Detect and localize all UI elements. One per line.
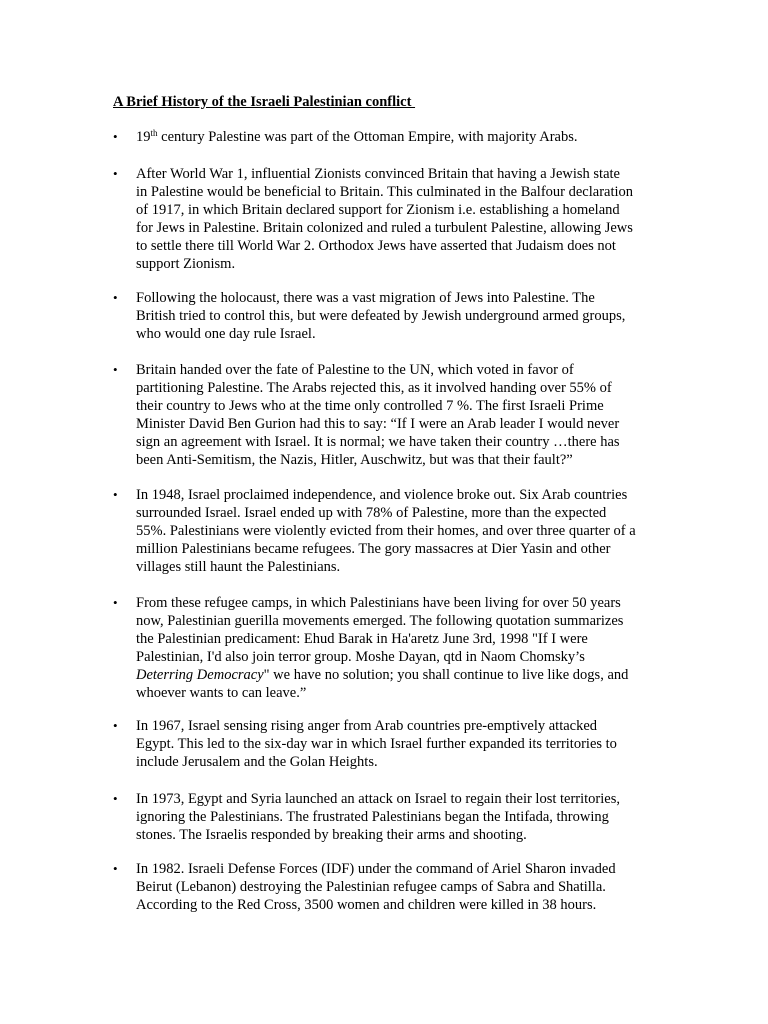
text-run: for Jews in Palestine. Britain colonized and ruled a turbulent Palestine, allowing Jews: [136, 220, 633, 236]
text-line: [136, 219, 660, 237]
text-line: [136, 361, 660, 379]
text-run: support Zionism.: [136, 256, 236, 272]
text-run: " we have no solution; you shall continue to live like dogs, and: [263, 667, 629, 683]
list-item-text: [136, 361, 660, 469]
list-item-text: [136, 594, 660, 702]
bullet-icon: •: [113, 861, 118, 876]
bullet-icon: •: [113, 129, 118, 144]
text-line: [136, 808, 660, 826]
text-run: Egypt. This led to the six-day war in which Israel further expanded its territories to: [136, 736, 617, 752]
text-run: In 1982. Israeli Defense Forces (IDF) under the command of Ariel Sharon invaded: [136, 861, 616, 877]
list-item-text: [136, 165, 660, 273]
text-run: 55%. Palestinians were violently evicted from their homes, and over three quarter of a: [136, 523, 636, 539]
text-line: [136, 201, 660, 219]
text-run: century Palestine was part of the Ottoman Empire, with majority Arabs.: [157, 129, 578, 145]
bullet-icon: •: [113, 595, 118, 610]
text-run: their country to Jews who at the time only controlled 7 %. The first Israeli Prime: [136, 398, 604, 414]
text-line: [136, 735, 660, 753]
bullet-icon: •: [113, 362, 118, 377]
text-run: million Palestinians became refugees. The gory massacres at Dier Yasin and other: [136, 541, 611, 557]
text-line: [136, 397, 660, 415]
text-run: 19: [136, 129, 151, 145]
text-run: British tried to control this, but were defeated by Jewish underground armed groups,: [136, 308, 626, 324]
italic-text: Deterring Democracy: [136, 667, 264, 683]
text-run: now, Palestinian guerilla movements emerged. The following quotation summarizes: [136, 613, 624, 629]
text-line: [136, 307, 660, 325]
bullet-icon: •: [113, 290, 118, 305]
text-line: [136, 255, 660, 273]
list-item-text: [136, 289, 660, 343]
text-line: [136, 826, 660, 844]
text-run: in Palestine would be beneficial to Britain. This culminated in the Balfour declaration: [136, 184, 634, 200]
text-line: [136, 753, 660, 771]
text-run: to settle there till World War 2. Orthodox Jews have asserted that Judaism does not: [136, 238, 616, 254]
list-item-text: [136, 860, 660, 914]
text-run: include Jerusalem and the Golan Heights.: [136, 754, 378, 770]
text-run: In 1973, Egypt and Syria launched an attack on Israel to regain their lost territories,: [136, 791, 620, 807]
text-run: surrounded Israel. Israel ended up with 78% of Palestine, more than the expected: [136, 505, 607, 521]
text-line: [136, 684, 660, 702]
document-title: A Brief History of the Israeli Palestinian conflict: [113, 94, 416, 110]
text-run: In 1967, Israel sensing rising anger from Arab countries pre-emptively attacked: [136, 718, 598, 734]
list-item-text: [136, 790, 660, 844]
text-run: who would one day rule Israel.: [136, 326, 316, 342]
text-line: [136, 878, 660, 896]
text-run: Britain handed over the fate of Palestine to the UN, which voted in favor of: [136, 362, 574, 378]
text-line: [136, 237, 660, 255]
text-run: ignoring the Palestinians. The frustrated Palestinians began the Intifada, throwing: [136, 809, 609, 825]
text-run: After World War 1, influential Zionists convinced Britain that having a Jewish state: [136, 166, 620, 182]
text-run: Minister David Ben Gurion had this to say: “If I were an Arab leader I would never: [136, 416, 620, 432]
text-run: been Anti-Semitism, the Nazis, Hitler, Auschwitz, but was that their fault?”: [136, 452, 573, 468]
text-line: [136, 289, 660, 307]
bullet-icon: •: [113, 166, 118, 181]
text-line: [136, 325, 660, 343]
text-line: [136, 558, 660, 576]
bullet-icon: •: [113, 791, 118, 806]
text-run: of 1917, in which Britain declared support for Zionism i.e. establishing a homeland: [136, 202, 620, 218]
text-line: [136, 451, 660, 469]
text-run: In 1948, Israel proclaimed independence, and violence broke out. Six Arab countries: [136, 487, 628, 503]
text-line: [136, 504, 660, 522]
text-line: [136, 648, 660, 666]
text-line: [136, 896, 660, 914]
text-line: [136, 717, 660, 735]
text-run: From these refugee camps, in which Palestinians have been living for over 50 years: [136, 595, 621, 611]
text-line: [136, 522, 660, 540]
text-run: villages still haunt the Palestinians.: [136, 559, 341, 575]
text-run: partitioning Palestine. The Arabs rejected this, as it involved handing over 55% of: [136, 380, 612, 396]
text-line: [136, 165, 660, 183]
text-run: sign an agreement with Israel. It is normal; we have taken their country …there has: [136, 434, 620, 450]
text-line: [136, 594, 660, 612]
text-line: [136, 415, 660, 433]
text-run: Following the holocaust, there was a vast migration of Jews into Palestine. The: [136, 290, 595, 306]
text-run: According to the Red Cross, 3500 women and children were killed in 38 hours.: [136, 897, 597, 913]
list-item-text: [136, 717, 660, 771]
text-line: [136, 379, 660, 397]
text-line: [136, 860, 660, 878]
superscript-text: th: [150, 128, 158, 138]
text-line: [136, 183, 660, 201]
text-run: Palestinian, I'd also join terror group. Moshe Dayan, qtd in Naom Chomsky’s: [136, 649, 585, 665]
text-run: stones. The Israelis responded by breaking their arms and shooting.: [136, 827, 527, 843]
text-line: [136, 486, 660, 504]
text-line: [136, 540, 660, 558]
text-line: [136, 612, 660, 630]
text-line: [136, 630, 660, 648]
text-line: [136, 433, 660, 451]
list-item-text: [136, 128, 660, 146]
bullet-icon: •: [113, 718, 118, 733]
bullet-icon: •: [113, 487, 118, 502]
list-item-text: [136, 486, 660, 576]
text-run: whoever wants to can leave.”: [136, 685, 307, 701]
text-run: Beirut (Lebanon) destroying the Palestinian refugee camps of Sabra and Shatilla.: [136, 879, 606, 895]
text-line: [136, 666, 660, 684]
text-line: [136, 128, 660, 146]
text-run: the Palestinian predicament: Ehud Barak in Ha'aretz June 3rd, 1998 "If I were: [136, 631, 588, 647]
text-line: [136, 790, 660, 808]
